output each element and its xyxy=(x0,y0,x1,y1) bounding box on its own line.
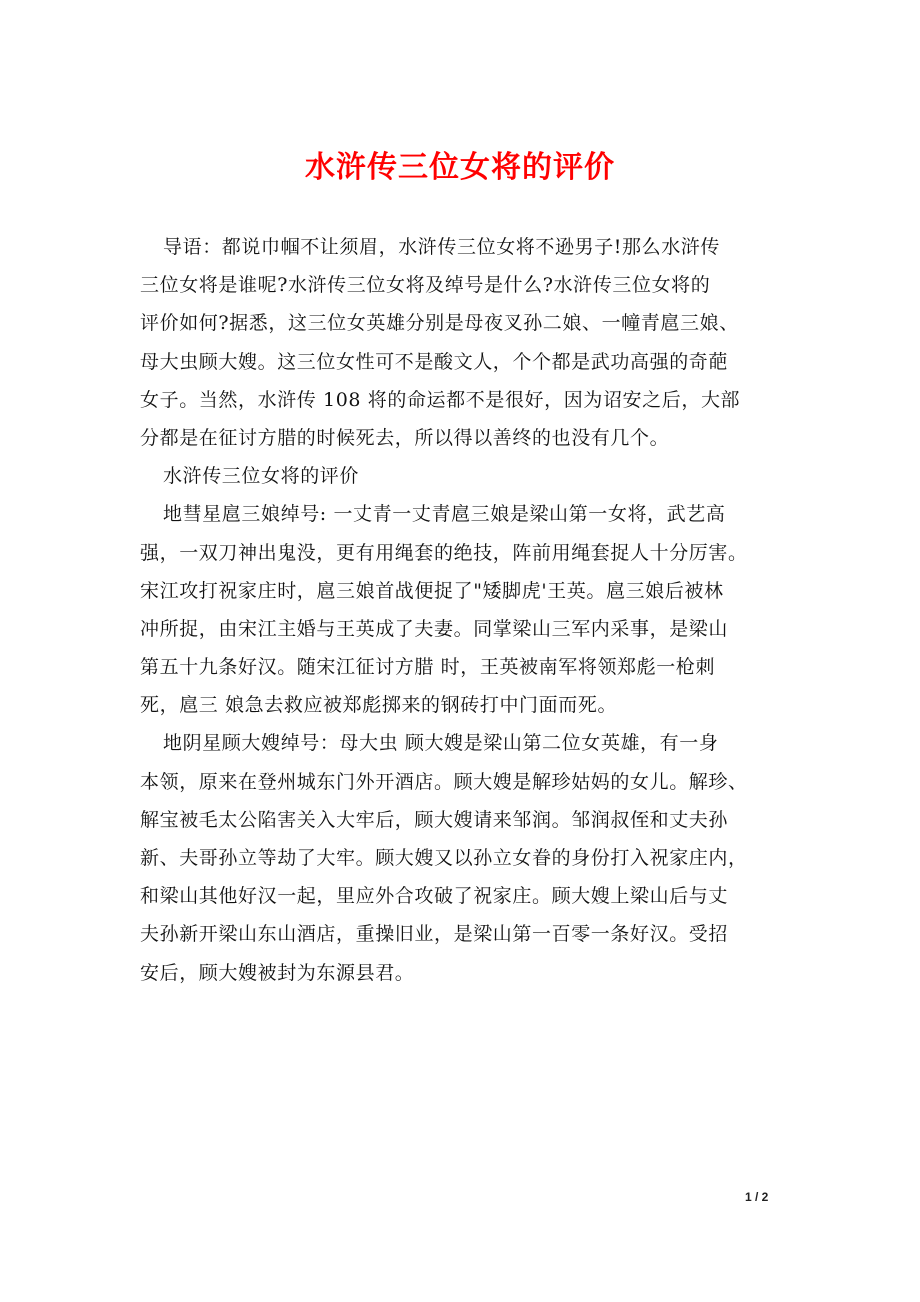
document-body xyxy=(140,228,800,992)
text-line: 地彗星扈三娘绰号: 一丈青一丈青扈三娘是梁山第一女将，武艺高 xyxy=(163,503,726,526)
text-line: 新、夫哥孙立等劫了大牢。顾大嫂又以孙立女眷的身份打入祝家庄内， xyxy=(140,847,748,869)
text-line: 死，扈三 娘急去救应被郑彪掷来的钢砖打中门面而死。 xyxy=(140,694,618,717)
text-line: 分都是在征讨方腊的时候死去，所以得以善终的也没有几个。 xyxy=(140,426,670,449)
paragraph-hu-sanniang xyxy=(140,495,800,724)
text-line: 解宝被毛太公陷害关入大牢后，顾大嫂请来邹润。邹润叔侄和丈夫孙 xyxy=(140,808,729,831)
section-heading: 水浒传三位女将的评价 xyxy=(163,465,360,488)
text-line: 冲所捉，由宋江主婚与王英成了夫妻。同掌梁山三军内采事，是梁山 xyxy=(140,617,729,640)
document-title: 水浒传三位女将的评价 xyxy=(305,150,615,185)
paragraph-gu-dasao xyxy=(140,724,800,991)
text-line: 本领，原来在登州城东门外开酒店。顾大嫂是解珍姑妈的女儿。解珍、 xyxy=(140,770,748,793)
text-line: 宋江攻打祝家庄时，扈三娘首战便捉了"矮脚虎'王英。扈三娘后被林 xyxy=(140,579,724,602)
text-line: 评价如何?据悉，这三位女英雄分别是母夜叉孙二娘、一幢青扈三娘、 xyxy=(140,312,739,335)
text-line: 三位女将是谁呢?水浒传三位女将及绰号是什么?水浒传三位女将的 xyxy=(140,274,711,297)
text-line: 母大虫顾大嫂。这三位女性可不是酸文人，个个都是武功高强的奇葩 xyxy=(140,350,729,373)
text-line: 夫孙新开梁山东山酒店，重操旧业，是梁山第一百零一条好汉。受招 xyxy=(140,923,729,946)
page-number: 1 / 2 xyxy=(745,1190,769,1204)
text-line: 强，一双刀神出鬼没，更有用绳套的绝技，阵前用绳套捉人十分厉害。 xyxy=(140,541,748,564)
paragraph-subheading xyxy=(140,457,800,495)
text-line: 安后，顾大嫂被封为东源县君。 xyxy=(140,961,415,984)
text-line: 女子。当然，水浒传 108 将的命运都不是很好，因为诏安之后，大部 xyxy=(140,388,741,411)
text-line: 地阴星顾大嫂绰号：母大虫 顾大嫂是梁山第二位女英雄，有一身 xyxy=(163,732,719,755)
text-line: 第五十九条好汉。随宋江征讨方腊 时，王英被南军将领郑彪一枪刺 xyxy=(140,656,716,679)
paragraph-intro xyxy=(140,228,800,457)
text-line: 导语：都说巾帼不让须眉，水浒传三位女将不逊男子!那么水浒传 xyxy=(163,236,721,258)
text-line: 和梁山其他好汉一起，里应外合攻破了祝家庄。顾大嫂上梁山后与丈 xyxy=(140,885,729,908)
